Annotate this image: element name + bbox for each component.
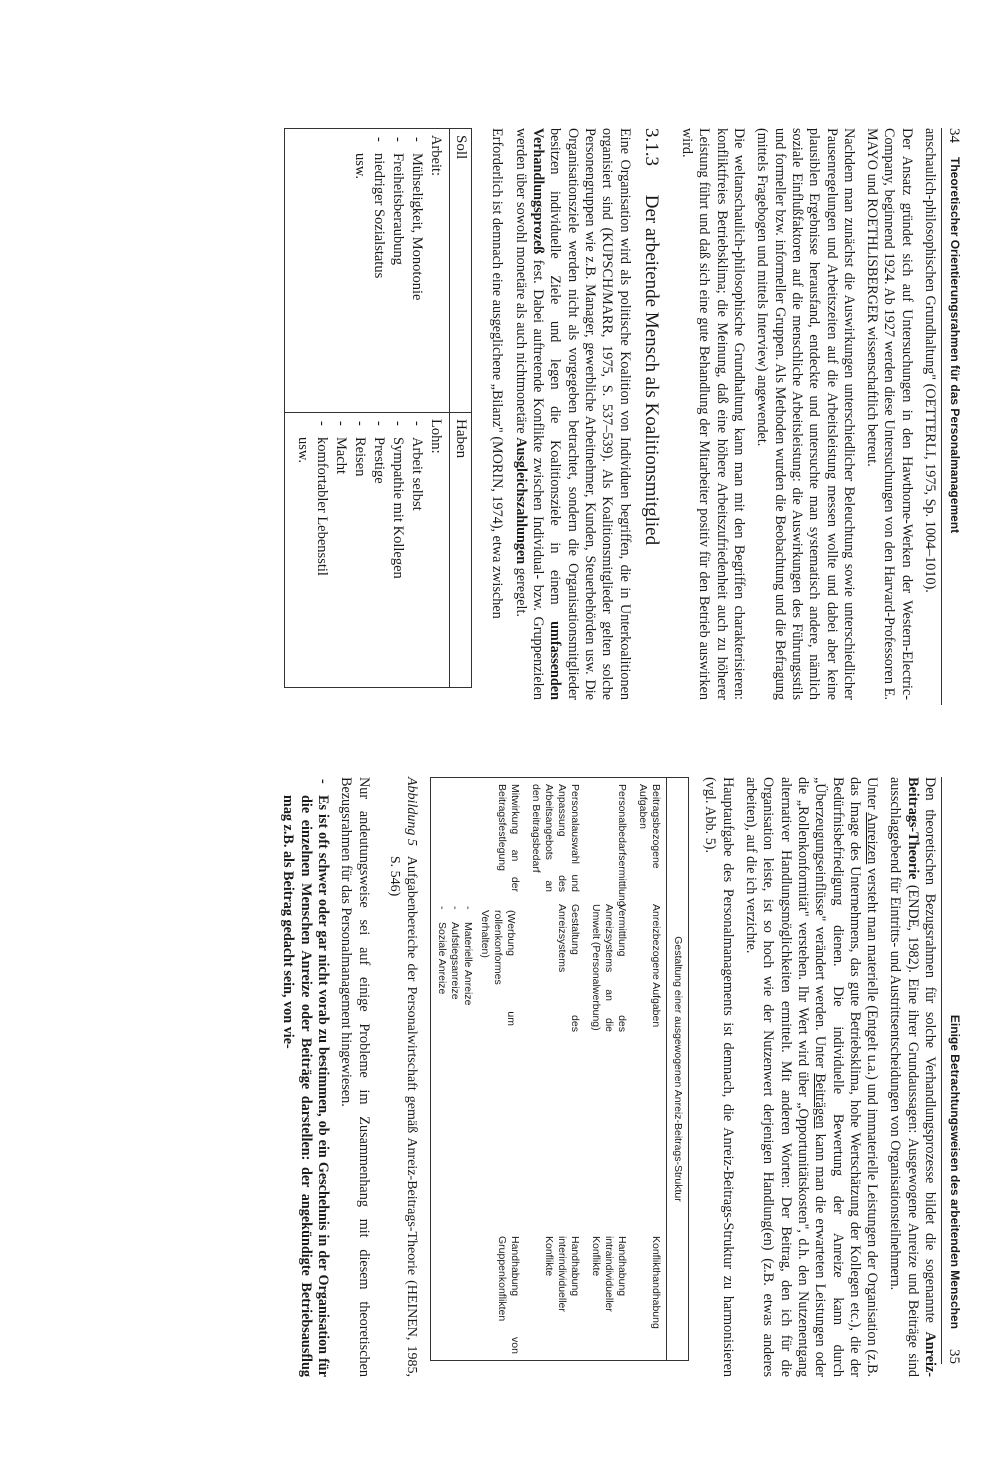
left-paragraph-0: anschaulich-philosophischen Grundhaltung" (OETTERLI, 1975, Sp. 1004–1010). <box>922 128 938 593</box>
left-paragraph-4 <box>511 128 632 700</box>
fig-r3c2-head: (Werbung um rollenkonformes Verhalten) <box>479 910 518 1026</box>
fig-cell-spacer <box>431 1038 525 1230</box>
soll-header: Soll <box>449 129 471 413</box>
haben-item: - Prestige <box>369 419 388 681</box>
figure-caption-text: Aufgabenbereiche der Personalwirtschaft gemäß Anreiz-Beitrags-Theorie (HEINEN, 1985, S. 546) <box>386 855 420 1377</box>
rp1-bold: Anreiz-Beitrags-Theorie <box>904 777 938 1377</box>
soll-cell <box>284 129 449 413</box>
rp2-underline-1: Anreizen <box>864 812 881 865</box>
fig-cell-spacer <box>525 1038 585 1230</box>
haben-item: - Macht <box>331 419 350 681</box>
right-bullet-item: - Es ist oft schwer oder gar nicht vorab zu bestimmen, ob ein Geschehnis in der Organisation für die einzelnen Menschen Anreize oder Beiträge darstellen: der angekündigte Betriebsausflug mag z.B. als Beitrag gedacht sein, von vie- <box>279 777 331 1377</box>
rp1-text-a: Den theoretischen Bezugsrahmen für solche Verhandlungsprozesse bildet die sogenannte <box>922 777 938 1332</box>
haben-item: - Reisen <box>350 419 369 681</box>
left-paragraph-3: Die weltanschaulich-philosophische Grundhaltung kann man mit den Begriffen charakterisieren: konfliktfreies Betriebsklima; die Meinung, daß eine höhere Arbeitszufriedenheit auch zu höherer Leistung führt und daß sich eine gute Behandlung der Mitarbeiter positiv für den Betrieb auswirken wird. <box>679 128 748 700</box>
left-running-head <box>941 128 962 705</box>
rp1-text-c: (ENDE, 1982). Eine ihrer Grundaussagen: Ausgewogene Anreize und Beiträge sind ausschlaggebend für Eintritts- und Austrittsentscheidungen von Organisationsteilnehmern. <box>887 777 921 1377</box>
fig-r3c2-item: - Materielle Anreize <box>461 904 474 1032</box>
right-paragraph-3: Hauptaufgabe des Personalmanagements ist demnach, die Anreiz-Beitrags-Struktur zu harmonisieren (vgl. Abb. 5). <box>702 777 736 1377</box>
section-heading <box>640 128 662 700</box>
fig-r3c2-item: - Soziale Anreize <box>435 904 448 1032</box>
fig-cell-r3c3: Handhabung von Gruppenkonflikten <box>496 1236 522 1354</box>
haben-item: - Arbeit selbst <box>407 419 426 681</box>
left-paragraph-2: Nachdem man zunächst die Auswirkungen unterschiedlicher Beleuchtung sowie unterschiedlicher Pausenregelungen und Arbeitszeiten auf die Arbeitsleistung messen wollte und dabei aber keine plausiblen Ergebnisse herausfand, entdeckte und untersuchte man systematisch andere, nämlich soziale Einflußfaktoren auf die menschliche Arbeitsleistung: die Auswirkungen des Führungsstils und formeller bzw. informeller Gruppen. Als Methoden wurden die Beobachtung und die Befragung (mittels Fragebogen und mittels Interview) angewendet. <box>754 128 857 700</box>
fig-header-spacer <box>632 1038 666 1230</box>
fig-cell-r1c3: Handhabung intraindividueller Konflikte <box>590 1236 629 1312</box>
figure-caption <box>386 777 421 1377</box>
haben-head: Lohn: <box>427 419 444 454</box>
fig-r3c2-list <box>435 904 474 1032</box>
soll-item: - Freiheitsberaubung <box>388 135 407 406</box>
fig-cell-r3c1: Mitwirkung an der Beitragsfestlegung <box>496 784 522 892</box>
fig-cell-r1c2: Vermittlung des Anreizsystems an die Umwelt (Personalwerbung) <box>590 904 629 1032</box>
fig-header-1: Beitragsbezogene Aufgaben <box>637 784 663 869</box>
rp2-text-c: kann man die erwarteten Leistungen oder die „Rollenkonformität" verstehen. Ihr Wert wird über „Opportunitätskosten", d.h. den Nutzenentgang alternativer Handlungsmöglichkeiten ermittelt. Mit anderen Worten: Der Beitrag, den ich für die Organisation leiste, ist so hoch wie der Nutzenwert derjenigen Handlung(en) (z.B. etwas anderes arbeiten), auf die ich verzichte. <box>743 777 829 1377</box>
fig-cell-r2c2: Gestaltung des Anreizsystems <box>556 904 582 1032</box>
left-page-number: 34 <box>946 128 962 143</box>
soll-item: - Mühseligkeit, Monotonie <box>407 135 426 406</box>
figure-grid <box>431 778 666 1360</box>
haben-cell <box>284 413 449 688</box>
section-number: 3.1.3 <box>640 128 662 166</box>
fig-cell-r3c2 <box>431 898 525 1038</box>
section-title: Der arbeitende Mensch als Koalitionsmitglied <box>640 194 662 546</box>
p4-bold-2: Ausgleichszahlungen <box>512 437 529 565</box>
left-paragraph-1: Der Ansatz gründet sich auf Untersuchungen in den Hawthorne-Werken der Western-Electric-Company, beginnend 1924. Ab 1927 werden diese Untersuchungen von den Harvard-Professoren E. MAYO und ROETHLISBERGER wissenschaftlich betreut. <box>864 128 915 700</box>
rp2-text-a: Unter <box>864 777 881 813</box>
fig-cell-r1c1: Personalbedarfsermittlung <box>616 784 629 907</box>
fig-header-2: Anreizbezogene Aufgaben <box>650 904 663 1028</box>
haben-header: Haben <box>449 413 471 688</box>
fig-header-3: Konflikthandhabung <box>650 1236 663 1329</box>
p4-text-d: geregelt. <box>512 564 529 617</box>
haben-item: - Sympathie mit Kollegen <box>388 419 407 681</box>
figure-box-title: Gestaltung einer ausgewogenen Anreiz-Beitrags-Struktur <box>666 778 688 1360</box>
right-running-head <box>941 777 962 1364</box>
p4-text-a: Eine Organisation wird als politische Koalition von Individuen begriffen, die in Unterkoalitionen organisiert sind (KUPSCH/MARR, 1975, S. 537–539). Als Koalitionsmitglieder gelten solche Personengruppen wie z.B. Manager, gewerbliche Arbeitnehmer, Kunden, Steuerbehörden usw. Die Organisationsziele werden nicht als vorgegeben betrachtet, sondern die Organisationsmitglieder besitzen individuelle Ziele und legen die Koalitionsziele in einem <box>547 128 633 700</box>
soll-tail: usw. <box>351 153 368 180</box>
right-paragraph-4: Nur andeutungsweise sei auf einige Probleme im Zusammenhang mit diesem theoretischen Bezugsrahmen für das Personalmanagement hingewiesen. <box>338 777 372 1377</box>
haben-item: - komfortabler Lebensstil <box>312 419 331 681</box>
left-body <box>284 128 938 700</box>
rp2-underline-2: Beiträgen <box>812 1073 829 1129</box>
left-running-head-title: Theoretischer Orientierungsrahmen für das Personalmanagement <box>948 157 962 534</box>
haben-list <box>312 419 426 681</box>
right-running-head-title: Einige Betrachtungsweisen des arbeitenden Menschen <box>948 1014 962 1329</box>
p4-bold-1: umfassenden Verhandlungsprozeß <box>530 128 564 700</box>
fig-cell-spacer <box>585 1038 632 1230</box>
right-paragraph-1 <box>886 777 938 1377</box>
figure-5-box <box>430 777 689 1361</box>
right-paragraph-2 <box>742 777 880 1377</box>
soll-list <box>369 135 426 406</box>
p4-text-c: fest. Dabei auftretende Konflikte zwischen Individual- bzw. Gruppenzielen werden über sowohl monetäre als auch nichtmonetäre <box>512 128 547 700</box>
soll-item: - niedriger Sozialstatus <box>369 135 388 406</box>
fig-cell-r2c1: Personalauswahl und Anpassung des Arbeitsangebots an den Beitragsbedarf <box>530 784 582 892</box>
left-paragraph-5: Erforderlich ist demnach eine ausgeglichene „Bilanz" (MORIN, 1974), etwa zwischen <box>489 128 506 619</box>
right-bullet-list <box>279 777 331 1377</box>
haben-tail: usw. <box>294 437 311 464</box>
rp2-text-b: versteht man materielle (Entgelt u.a.) und immaterielle Leistungen der Organisation (z.B. das Image des Unternehmens, das gute Betriebsklima, hohe Wertschätzung der Kollegen etc.), die der Bedürfnisbefriedigung dienen. Die individuelle Bewertung der Anreize kann durch „Überzeugungseinflüsse" verändert werden. Unter <box>812 777 881 1377</box>
right-page <box>0 737 1000 1474</box>
soll-haben-table <box>284 128 472 688</box>
fig-r3c2-item: - Aufstiegsanreize <box>448 904 461 1032</box>
right-body <box>279 777 938 1377</box>
figure-label: Abbildung 5 <box>404 777 420 846</box>
fig-cell-r2c3: Handhabung interindividueller Konflikte <box>543 1236 582 1312</box>
soll-head: Arbeit: <box>427 135 444 177</box>
right-page-number: 35 <box>946 1349 962 1364</box>
